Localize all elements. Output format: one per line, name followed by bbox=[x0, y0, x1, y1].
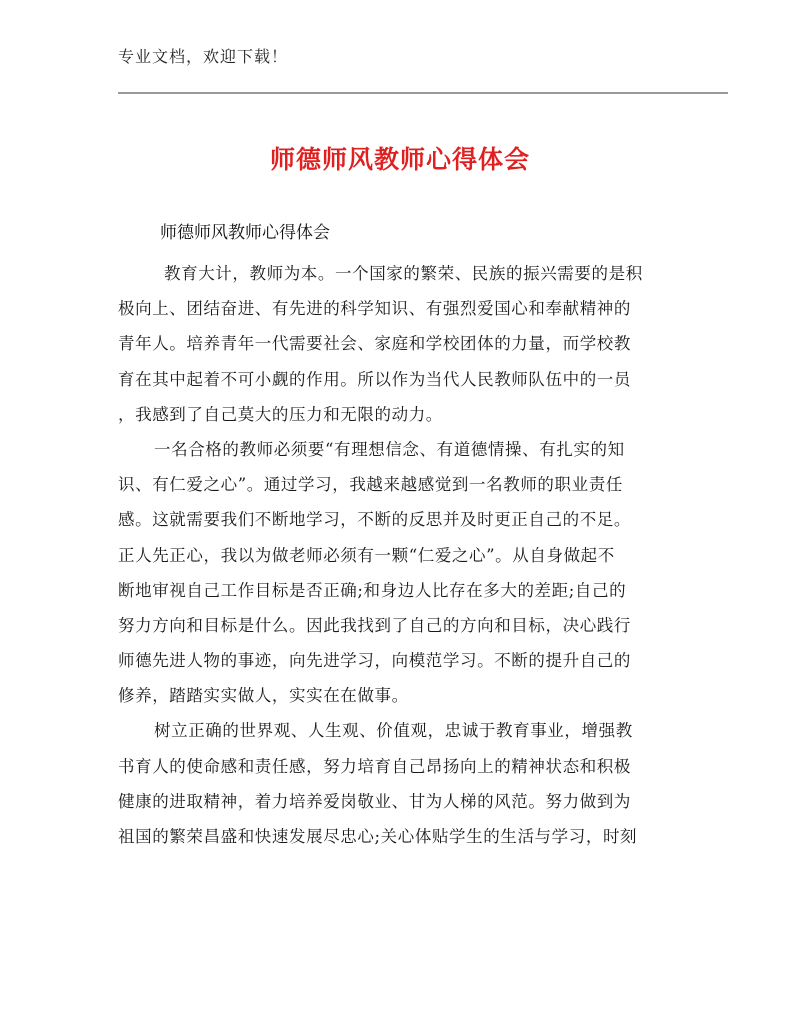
page-header-text: 专业文档，欢迎下载！ bbox=[118, 47, 289, 66]
body-line: 断地审视自己工作目标是否正确;和身边人比存在多大的差距;自己的 bbox=[118, 580, 627, 600]
body-line: ，我感到了自己莫大的压力和无限的动力。 bbox=[118, 404, 443, 424]
body-line: 极向上、团结奋进、有先进的科学知识、有强烈爱国心和奉献精神的 bbox=[118, 299, 631, 319]
document-title: 师德师风教师心得体会 bbox=[269, 145, 530, 174]
header-divider bbox=[118, 92, 728, 94]
document-subtitle: 师德师风教师心得体会 bbox=[160, 223, 330, 243]
body-line: 育在其中起着不可小觑的作用。所以作为当代人民教师队伍中的一员 bbox=[118, 369, 631, 389]
body-line: 书育人的使命感和责任感，努力培育自己昂扬向上的精神状态和积极 bbox=[118, 756, 631, 776]
body-line: 师德先进人物的事迹，向先进学习，向模范学习。不断的提升自己的 bbox=[118, 651, 631, 671]
body-line: 正人先正心，我以为做老师必须有一颗“仁爱之心”。从自身做起不 bbox=[118, 545, 615, 565]
body-line: 修养，踏踏实实做人，实实在在做事。 bbox=[118, 686, 409, 706]
body-line: 祖国的繁荣昌盛和快速发展尽忠心;关心体贴学生的生活与学习，时刻 bbox=[118, 827, 638, 846]
document-body bbox=[118, 256, 688, 854]
body-line: 树立正确的世界观、人生观、价值观，忠诚于教育事业，增强教 bbox=[154, 721, 633, 741]
body-line: 健康的进取精神，着力培养爱岗敬业、甘为人梯的风范。努力做到为 bbox=[118, 791, 631, 811]
body-line: 努力方向和目标是什么。因此我找到了自己的方向和目标，决心践行 bbox=[118, 615, 631, 635]
body-line: 识、有仁爱之心”。通过学习，我越来越感觉到一名教师的职业责任 bbox=[118, 475, 623, 495]
body-line: 青年人。培养青年一代需要社会、家庭和学校团体的力量，而学校教 bbox=[118, 334, 631, 354]
body-line: 一名合格的教师必须要“有理想信念、有道德情操、有扎实的知 bbox=[154, 439, 625, 459]
body-line: 感。这就需要我们不断地学习，不断的反思并及时更正自己的不足。 bbox=[118, 510, 631, 530]
body-line: 教育大计，教师为本。一个国家的繁荣、民族的振兴需要的是积 bbox=[164, 264, 643, 283]
